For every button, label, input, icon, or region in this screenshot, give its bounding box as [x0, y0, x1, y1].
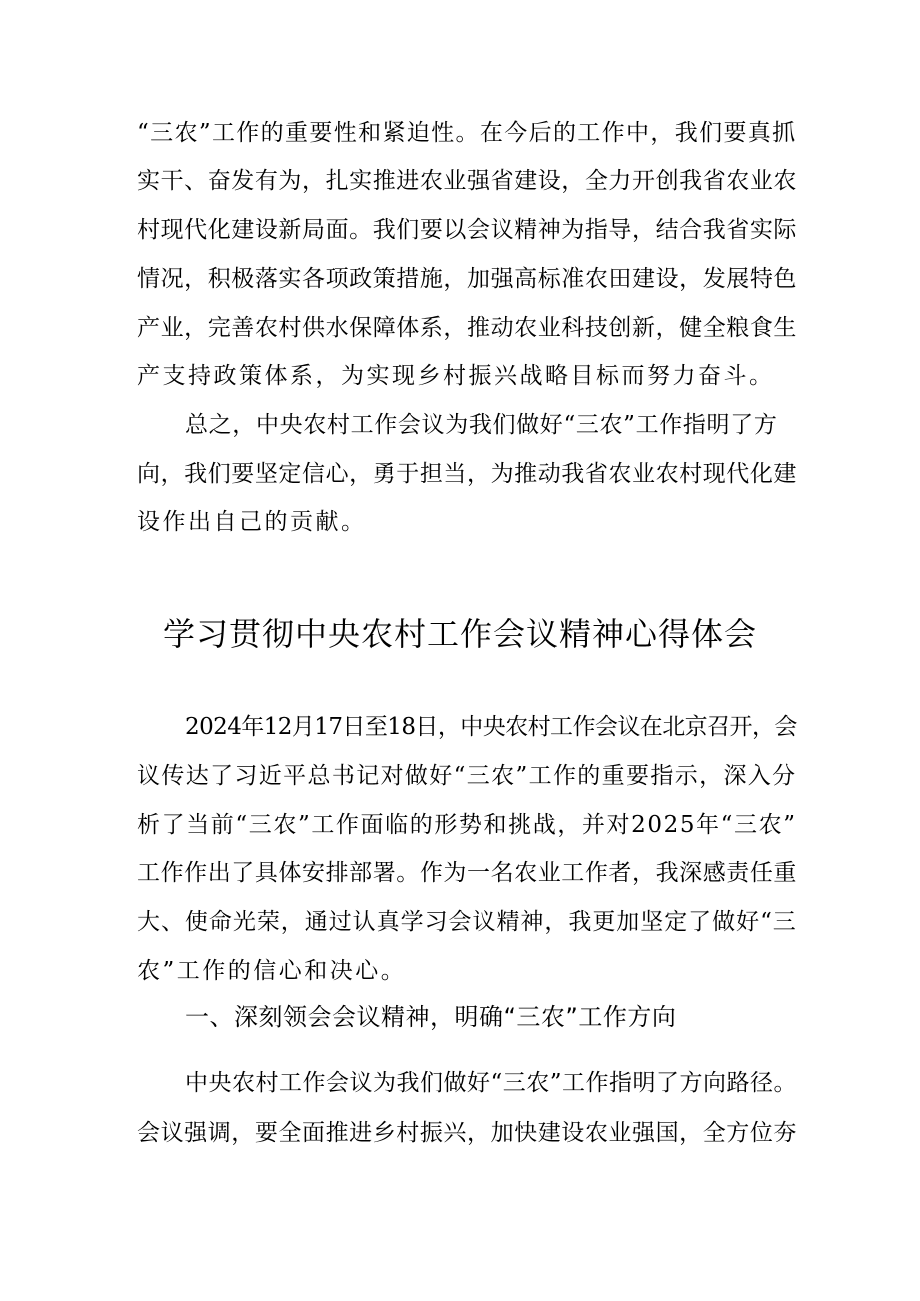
body-line: 会议强调，要全面推进乡村振兴，加快建设农业强国，全方位夯: [137, 1120, 797, 1146]
intro-line: 农”工作的信心和决心。: [137, 958, 407, 984]
intro-line: 工作作出了具体安排部署。作为一名农业工作者，我深感责任重: [137, 860, 797, 886]
intro-line: 2024年12月17日至18日，中央农村工作会议在北京召开，会: [185, 714, 797, 740]
paragraph-line: 产业，完善农村供水保障体系，推动农业科技创新，健全粮食生: [137, 315, 797, 341]
paragraph-line: 情况，积极落实各项政策措施，加强高标准农田建设，发展特色: [137, 266, 797, 292]
intro-line: 析了当前“三农”工作面临的形势和挑战，并对2025年“三农”: [137, 812, 797, 838]
paragraph-line: 实干、奋发有为，扎实推进农业强省建设，全力开创我省农业农: [137, 168, 797, 194]
section-heading: 一、深刻领会会议精神，明确“三农”工作方向: [185, 1003, 677, 1031]
conclusion-line: 总之，中央农村工作会议为我们做好“三农”工作指明了方: [185, 412, 778, 438]
body-line: 中央农村工作会议为我们做好“三农”工作指明了方向路径。: [185, 1070, 798, 1096]
intro-line: 大、使命光荣，通过认真学习会议精神，我更加坚定了做好“三: [137, 909, 797, 935]
paragraph-line: “三农”工作的重要性和紧迫性。在今后的工作中，我们要真抓: [137, 120, 797, 146]
conclusion-line: 向，我们要坚定信心，勇于担当，为推动我省农业农村现代化建: [137, 461, 797, 487]
article-title: 学习贯彻中央农村工作会议精神心得体会: [162, 615, 757, 653]
intro-line: 议传达了习近平总书记对做好“三农”工作的重要指示，深入分: [137, 763, 797, 789]
paragraph-line: 村现代化建设新局面。我们要以会议精神为指导，结合我省实际: [137, 217, 797, 243]
conclusion-line: 设作出自己的贡献。: [137, 509, 367, 535]
paragraph-line: 产支持政策体系，为实现乡村振兴战略目标而努力奋斗。: [137, 363, 775, 389]
